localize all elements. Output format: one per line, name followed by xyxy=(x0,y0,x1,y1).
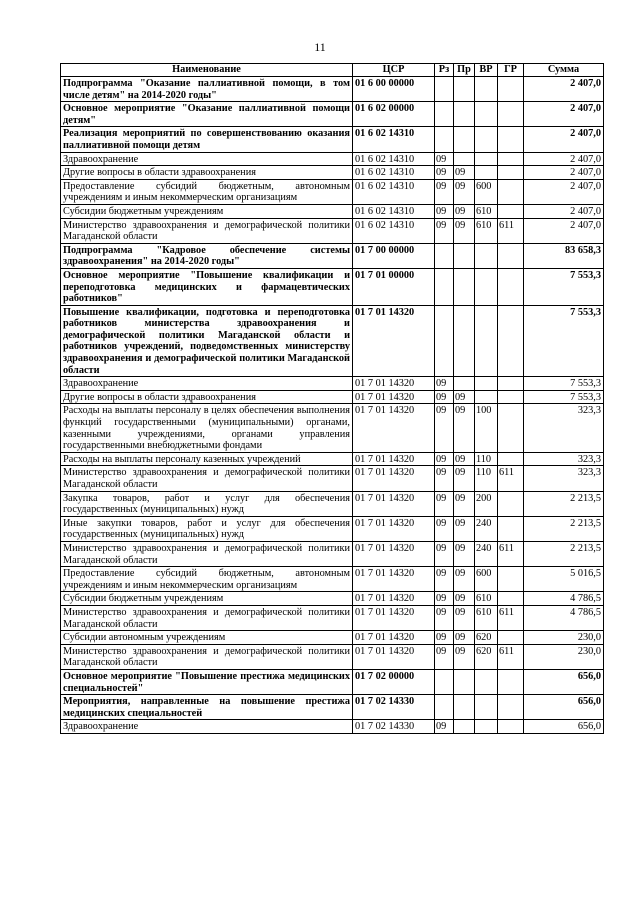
cell-name: Основное мероприятие "Оказание паллиативной помощи детям" xyxy=(61,102,353,127)
table-row xyxy=(61,631,604,645)
column-header-sum: Сумма xyxy=(524,64,604,77)
cell-rz: 09 xyxy=(435,179,454,204)
cell-csr: 01 6 02 14310 xyxy=(353,152,435,166)
cell-name: Основное мероприятие "Повышение квалификации и переподготовка медицинских и фармацевтических работников" xyxy=(61,268,353,305)
cell-sum: 2 407,0 xyxy=(524,179,604,204)
cell-pr: 09 xyxy=(454,644,475,669)
table-row xyxy=(61,102,604,127)
cell-sum: 2 407,0 xyxy=(524,166,604,180)
cell-name: Предоставление субсидий бюджетным, автономным учреждениям и иным некоммерческим организациям xyxy=(61,179,353,204)
cell-vr xyxy=(475,102,498,127)
cell-gr xyxy=(498,452,524,466)
table-row xyxy=(61,179,604,204)
table-row xyxy=(61,377,604,391)
cell-gr xyxy=(498,305,524,377)
cell-gr: 611 xyxy=(498,605,524,630)
cell-vr xyxy=(475,390,498,404)
cell-name: Здравоохранение xyxy=(61,377,353,391)
cell-csr: 01 6 00 00000 xyxy=(353,77,435,102)
cell-gr: 611 xyxy=(498,644,524,669)
cell-pr: 09 xyxy=(454,166,475,180)
cell-vr xyxy=(475,127,498,152)
cell-sum: 2 407,0 xyxy=(524,152,604,166)
cell-csr: 01 7 01 14320 xyxy=(353,404,435,452)
cell-vr xyxy=(475,77,498,102)
cell-name: Подпрограмма "Оказание паллиативной помощи, в том числе детям" на 2014-2020 годы" xyxy=(61,77,353,102)
table-row xyxy=(61,516,604,541)
cell-name: Иные закупки товаров, работ и услуг для обеспечения государственных (муниципальных) нужд xyxy=(61,516,353,541)
cell-pr: 09 xyxy=(454,218,475,243)
table-row xyxy=(61,218,604,243)
cell-csr: 01 7 02 14330 xyxy=(353,720,435,734)
cell-csr: 01 6 02 14310 xyxy=(353,166,435,180)
cell-rz: 09 xyxy=(435,567,454,592)
cell-pr xyxy=(454,102,475,127)
cell-vr: 620 xyxy=(475,631,498,645)
table-row xyxy=(61,243,604,268)
cell-sum: 7 553,3 xyxy=(524,390,604,404)
table-row xyxy=(61,305,604,377)
cell-sum: 323,3 xyxy=(524,404,604,452)
column-header-name: Наименование xyxy=(61,64,353,77)
cell-csr: 01 7 01 14320 xyxy=(353,644,435,669)
cell-csr: 01 7 02 00000 xyxy=(353,669,435,694)
cell-vr: 610 xyxy=(475,204,498,218)
cell-gr xyxy=(498,567,524,592)
cell-rz xyxy=(435,695,454,720)
cell-rz: 09 xyxy=(435,466,454,491)
cell-sum: 2 213,5 xyxy=(524,541,604,566)
cell-name: Министерство здравоохранения и демографической политики Магаданской области xyxy=(61,605,353,630)
cell-sum: 2 213,5 xyxy=(524,491,604,516)
cell-rz: 09 xyxy=(435,166,454,180)
cell-csr: 01 7 01 14320 xyxy=(353,452,435,466)
cell-vr xyxy=(475,166,498,180)
table-header-row xyxy=(61,64,604,77)
cell-pr xyxy=(454,127,475,152)
table-row xyxy=(61,404,604,452)
cell-sum: 83 658,3 xyxy=(524,243,604,268)
cell-csr: 01 6 02 14310 xyxy=(353,127,435,152)
cell-name: Субсидии бюджетным учреждениям xyxy=(61,204,353,218)
cell-vr: 110 xyxy=(475,452,498,466)
table-row xyxy=(61,204,604,218)
cell-gr xyxy=(498,127,524,152)
cell-gr: 611 xyxy=(498,541,524,566)
table-row xyxy=(61,466,604,491)
cell-csr: 01 7 01 14320 xyxy=(353,377,435,391)
cell-vr: 610 xyxy=(475,218,498,243)
cell-sum: 2 407,0 xyxy=(524,218,604,243)
cell-vr: 610 xyxy=(475,592,498,606)
table-row xyxy=(61,669,604,694)
table-row xyxy=(61,592,604,606)
cell-gr xyxy=(498,102,524,127)
cell-sum: 4 786,5 xyxy=(524,605,604,630)
cell-csr: 01 6 02 14310 xyxy=(353,179,435,204)
cell-name: Министерство здравоохранения и демографической политики Магаданской области xyxy=(61,644,353,669)
cell-pr: 09 xyxy=(454,204,475,218)
cell-pr: 09 xyxy=(454,592,475,606)
cell-vr: 110 xyxy=(475,466,498,491)
cell-sum: 323,3 xyxy=(524,466,604,491)
page-number: 11 xyxy=(314,40,326,54)
cell-sum: 7 553,3 xyxy=(524,377,604,391)
cell-pr: 09 xyxy=(454,516,475,541)
cell-name: Другие вопросы в области здравоохранения xyxy=(61,390,353,404)
cell-vr: 600 xyxy=(475,179,498,204)
cell-name: Субсидии автономным учреждениям xyxy=(61,631,353,645)
cell-sum: 2 407,0 xyxy=(524,127,604,152)
cell-pr xyxy=(454,152,475,166)
cell-rz: 09 xyxy=(435,404,454,452)
cell-pr: 09 xyxy=(454,605,475,630)
cell-csr: 01 7 01 14320 xyxy=(353,466,435,491)
cell-vr xyxy=(475,243,498,268)
cell-rz: 09 xyxy=(435,491,454,516)
cell-gr: 611 xyxy=(498,466,524,491)
cell-sum: 656,0 xyxy=(524,669,604,694)
cell-pr xyxy=(454,695,475,720)
cell-vr xyxy=(475,305,498,377)
cell-gr xyxy=(498,204,524,218)
cell-vr xyxy=(475,268,498,305)
cell-sum: 323,3 xyxy=(524,452,604,466)
cell-rz xyxy=(435,102,454,127)
cell-gr xyxy=(498,592,524,606)
cell-name: Повышение квалификации, подготовка и переподготовка работников министерства здравоохранения и демографической политики Магаданской области и работников учреждений, подведомственных министерству здравоохранения и демографической политики Магаданской области xyxy=(61,305,353,377)
table-row xyxy=(61,644,604,669)
cell-csr: 01 7 01 14320 xyxy=(353,541,435,566)
cell-sum: 2 407,0 xyxy=(524,77,604,102)
cell-pr: 09 xyxy=(454,452,475,466)
cell-vr: 620 xyxy=(475,644,498,669)
cell-sum: 4 786,5 xyxy=(524,592,604,606)
cell-rz xyxy=(435,243,454,268)
cell-csr: 01 6 02 14310 xyxy=(353,218,435,243)
cell-vr: 600 xyxy=(475,567,498,592)
cell-sum: 2 213,5 xyxy=(524,516,604,541)
cell-sum: 656,0 xyxy=(524,720,604,734)
cell-gr xyxy=(498,390,524,404)
cell-vr xyxy=(475,695,498,720)
table-row xyxy=(61,127,604,152)
cell-vr: 240 xyxy=(475,541,498,566)
table-row xyxy=(61,567,604,592)
cell-gr xyxy=(498,243,524,268)
cell-name: Министерство здравоохранения и демографической политики Магаданской области xyxy=(61,466,353,491)
cell-rz xyxy=(435,669,454,694)
cell-name: Расходы на выплаты персоналу в целях обеспечения выполнения функций государственными (муниципальными) органами, казенными учреждениями, органами управления государственными внебюджетными фондами xyxy=(61,404,353,452)
cell-pr xyxy=(454,305,475,377)
cell-pr: 09 xyxy=(454,179,475,204)
cell-gr xyxy=(498,491,524,516)
cell-rz: 09 xyxy=(435,644,454,669)
cell-vr xyxy=(475,720,498,734)
cell-sum: 2 407,0 xyxy=(524,204,604,218)
cell-pr xyxy=(454,377,475,391)
table-row xyxy=(61,152,604,166)
cell-csr: 01 6 02 14310 xyxy=(353,204,435,218)
cell-rz: 09 xyxy=(435,204,454,218)
table-row xyxy=(61,452,604,466)
cell-rz: 09 xyxy=(435,605,454,630)
cell-gr xyxy=(498,152,524,166)
cell-csr: 01 7 01 00000 xyxy=(353,268,435,305)
cell-rz: 09 xyxy=(435,452,454,466)
cell-name: Расходы на выплаты персоналу казенных учреждений xyxy=(61,452,353,466)
cell-gr xyxy=(498,695,524,720)
cell-gr xyxy=(498,268,524,305)
cell-vr: 610 xyxy=(475,605,498,630)
cell-pr xyxy=(454,268,475,305)
column-header-gr: ГР xyxy=(498,64,524,77)
cell-gr xyxy=(498,720,524,734)
column-header-csr: ЦСР xyxy=(353,64,435,77)
cell-pr: 09 xyxy=(454,567,475,592)
cell-vr: 200 xyxy=(475,491,498,516)
cell-rz: 09 xyxy=(435,516,454,541)
cell-csr: 01 7 01 14320 xyxy=(353,390,435,404)
cell-pr: 09 xyxy=(454,631,475,645)
cell-gr xyxy=(498,516,524,541)
table-row xyxy=(61,77,604,102)
cell-rz: 09 xyxy=(435,720,454,734)
cell-csr: 01 7 01 14320 xyxy=(353,491,435,516)
cell-name: Здравоохранение xyxy=(61,720,353,734)
budget-table xyxy=(60,63,604,734)
cell-name: Мероприятия, направленные на повышение престижа медицинских специальностей xyxy=(61,695,353,720)
cell-pr: 09 xyxy=(454,541,475,566)
cell-gr xyxy=(498,404,524,452)
cell-gr xyxy=(498,669,524,694)
cell-gr xyxy=(498,377,524,391)
cell-gr xyxy=(498,77,524,102)
cell-name: Подпрограмма "Кадровое обеспечение системы здравоохранения" на 2014-2020 годы" xyxy=(61,243,353,268)
cell-sum: 656,0 xyxy=(524,695,604,720)
column-header-pr: Пр xyxy=(454,64,475,77)
cell-rz xyxy=(435,268,454,305)
cell-vr xyxy=(475,377,498,391)
cell-csr: 01 7 00 00000 xyxy=(353,243,435,268)
cell-gr: 611 xyxy=(498,218,524,243)
table-row xyxy=(61,720,604,734)
cell-name: Закупка товаров, работ и услуг для обеспечения государственных (муниципальных) нужд xyxy=(61,491,353,516)
cell-sum: 230,0 xyxy=(524,644,604,669)
cell-rz xyxy=(435,305,454,377)
cell-pr: 09 xyxy=(454,491,475,516)
cell-csr: 01 7 01 14320 xyxy=(353,592,435,606)
cell-pr xyxy=(454,720,475,734)
cell-gr xyxy=(498,179,524,204)
table-row xyxy=(61,390,604,404)
cell-pr xyxy=(454,77,475,102)
cell-csr: 01 7 02 14330 xyxy=(353,695,435,720)
cell-pr: 09 xyxy=(454,404,475,452)
table-row xyxy=(61,541,604,566)
cell-pr xyxy=(454,243,475,268)
cell-sum: 7 553,3 xyxy=(524,268,604,305)
cell-csr: 01 7 01 14320 xyxy=(353,567,435,592)
cell-vr xyxy=(475,152,498,166)
cell-vr: 100 xyxy=(475,404,498,452)
cell-csr: 01 6 02 00000 xyxy=(353,102,435,127)
cell-pr: 09 xyxy=(454,390,475,404)
table-row xyxy=(61,605,604,630)
cell-rz: 09 xyxy=(435,631,454,645)
column-header-vr: ВР xyxy=(475,64,498,77)
cell-vr: 240 xyxy=(475,516,498,541)
cell-rz: 09 xyxy=(435,390,454,404)
cell-csr: 01 7 01 14320 xyxy=(353,516,435,541)
cell-sum: 5 016,5 xyxy=(524,567,604,592)
cell-name: Предоставление субсидий бюджетным, автономным учреждениям и иным некоммерческим организациям xyxy=(61,567,353,592)
table-row xyxy=(61,491,604,516)
table-body xyxy=(61,77,604,734)
cell-rz: 09 xyxy=(435,377,454,391)
cell-rz: 09 xyxy=(435,218,454,243)
cell-vr xyxy=(475,669,498,694)
cell-name: Реализация мероприятий по совершенствованию оказания паллиативной помощи детям xyxy=(61,127,353,152)
cell-rz xyxy=(435,127,454,152)
cell-sum: 2 407,0 xyxy=(524,102,604,127)
cell-name: Другие вопросы в области здравоохранения xyxy=(61,166,353,180)
table-row xyxy=(61,268,604,305)
table-row xyxy=(61,166,604,180)
cell-name: Министерство здравоохранения и демографической политики Магаданской области xyxy=(61,218,353,243)
cell-pr xyxy=(454,669,475,694)
cell-rz: 09 xyxy=(435,541,454,566)
cell-name: Субсидии бюджетным учреждениям xyxy=(61,592,353,606)
cell-name: Основное мероприятие "Повышение престижа медицинских специальностей" xyxy=(61,669,353,694)
table-row xyxy=(61,695,604,720)
cell-gr xyxy=(498,631,524,645)
cell-rz: 09 xyxy=(435,152,454,166)
cell-pr: 09 xyxy=(454,466,475,491)
cell-rz: 09 xyxy=(435,592,454,606)
cell-csr: 01 7 01 14320 xyxy=(353,305,435,377)
cell-name: Министерство здравоохранения и демографической политики Магаданской области xyxy=(61,541,353,566)
cell-sum: 230,0 xyxy=(524,631,604,645)
cell-sum: 7 553,3 xyxy=(524,305,604,377)
cell-gr xyxy=(498,166,524,180)
cell-name: Здравоохранение xyxy=(61,152,353,166)
cell-csr: 01 7 01 14320 xyxy=(353,631,435,645)
cell-csr: 01 7 01 14320 xyxy=(353,605,435,630)
cell-rz xyxy=(435,77,454,102)
column-header-rz: Рз xyxy=(435,64,454,77)
